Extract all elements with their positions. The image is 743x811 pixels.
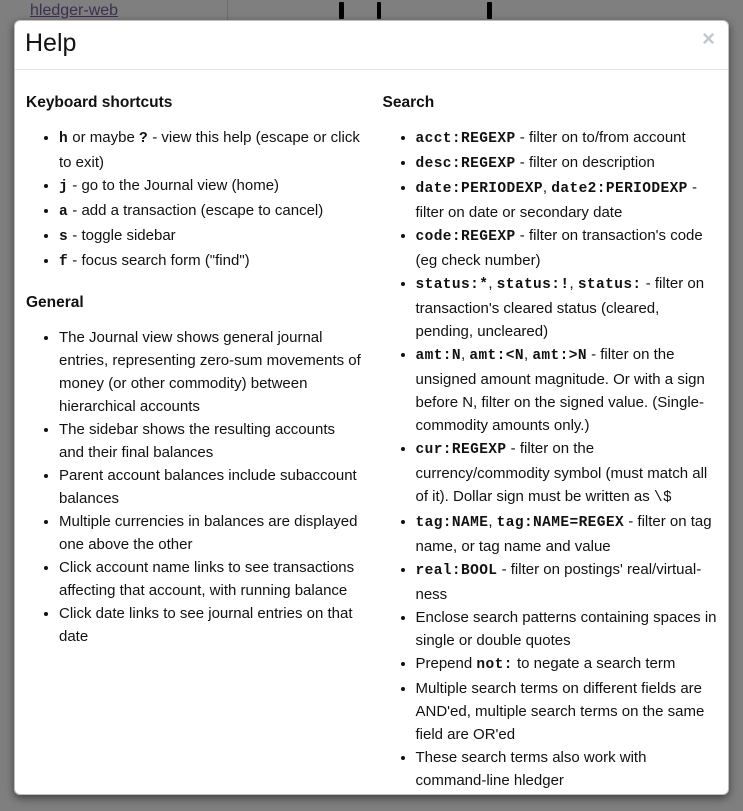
text-segment: Click account name links to see transactions affecting that account, with running balance	[59, 559, 355, 599]
help-list-item	[416, 126, 719, 151]
text-segment: - view this help (escape or click to exit)	[59, 129, 360, 171]
code-term: ?	[138, 131, 149, 147]
modal-header	[15, 21, 728, 70]
help-list-item	[416, 151, 719, 176]
code-term: f	[59, 254, 69, 270]
code-term: amt:<N	[469, 348, 524, 364]
text-segment: - go to the Journal view (home)	[68, 177, 280, 194]
code-term: a	[59, 204, 69, 220]
text-segment: Enclose search patterns containing spaces in single or double quotes	[415, 609, 717, 649]
text-segment: ,	[461, 346, 470, 363]
text-segment: - focus search form ("find")	[68, 252, 250, 269]
text-segment: These search terms also work with command-line hledger	[415, 749, 647, 789]
help-list-item	[59, 199, 362, 224]
help-list-item	[416, 272, 719, 343]
help-list-item	[416, 343, 719, 437]
text-segment: - filter on tag name, or tag name and value	[415, 513, 712, 555]
text-segment: - filter on the unsigned amount magnitude. Or with a sign before N, filter on the signed value. (Single-commodity amounts only.)	[415, 346, 705, 434]
code-term: date:PERIODEXP	[415, 181, 543, 197]
code-term: code:REGEXP	[415, 229, 516, 245]
modal-column	[15, 74, 372, 656]
text-segment: Prepend	[415, 655, 477, 672]
modal-title: Help	[25, 29, 77, 57]
help-list-item	[59, 464, 362, 510]
help-list-item	[59, 418, 362, 464]
text-segment: - filter on description	[515, 154, 655, 171]
text-segment: ,	[488, 275, 497, 292]
code-term: \$	[653, 490, 673, 506]
help-list	[383, 126, 719, 792]
text-segment: - toggle sidebar	[68, 227, 176, 244]
help-modal	[14, 20, 729, 795]
text-segment: - filter on postings' real/virtual-ness	[415, 561, 702, 603]
section-heading: Keyboard shortcuts	[26, 94, 173, 111]
text-segment: The sidebar shows the resulting accounts and their final balances	[59, 421, 335, 461]
text-segment: ,	[523, 346, 533, 363]
text-segment: Click date links to see journal entries on that date	[59, 605, 353, 645]
text-segment: - filter on transaction's code (eg check number)	[415, 227, 703, 269]
help-list-item	[59, 556, 362, 602]
text-segment: ,	[488, 513, 497, 530]
code-term: status:*	[415, 277, 489, 293]
text-segment: The Journal view shows general journal entries, representing zero-sum movements of money (or other commodity) between hierarchical accounts	[59, 329, 361, 415]
text-segment: to negate a search term	[512, 655, 676, 672]
text-segment: - filter on transaction's cleared status (cleared, pending, uncleared)	[415, 275, 705, 340]
code-term: desc:REGEXP	[415, 156, 516, 172]
help-list-item	[416, 652, 719, 677]
code-term: h	[59, 131, 69, 147]
help-list-item	[416, 677, 719, 746]
help-list-item	[59, 174, 362, 199]
modal-body	[15, 70, 728, 795]
help-list-item	[59, 510, 362, 556]
code-term: amt:N	[415, 348, 462, 364]
modal-column	[372, 74, 729, 795]
section-heading: General	[26, 294, 84, 311]
code-term: tag:NAME	[415, 515, 489, 531]
help-list-item	[416, 606, 719, 652]
code-term: real:BOOL	[415, 563, 498, 579]
help-list-item	[59, 249, 362, 274]
help-list-item	[59, 126, 362, 174]
code-term: amt:>N	[532, 348, 587, 364]
code-term: j	[59, 179, 69, 195]
text-segment: ,	[569, 275, 578, 292]
help-list	[26, 326, 362, 648]
help-list-item	[416, 437, 719, 510]
text-segment: - filter on date or secondary date	[415, 179, 697, 221]
text-segment: - filter on to/from account	[515, 129, 686, 146]
code-term: tag:NAME=REGEX	[496, 515, 625, 531]
help-list-item	[416, 510, 719, 558]
help-list-item	[59, 326, 362, 418]
text-segment: - filter on the currency/commodity symbol (must match all of it). Dollar sign must be written as	[415, 440, 708, 505]
text-segment: or maybe	[68, 129, 139, 146]
code-term: date2:PERIODEXP	[551, 181, 688, 197]
text-segment: - add a transaction (escape to cancel)	[68, 202, 324, 219]
text-segment: Multiple search terms on different fields are AND'ed, multiple search terms on the same field are OR'ed	[415, 680, 705, 743]
text-segment: ,	[542, 179, 552, 196]
close-icon[interactable]: ×	[702, 26, 715, 51]
help-list-item	[416, 746, 719, 792]
help-list	[26, 126, 362, 274]
help-list-item	[416, 558, 719, 606]
code-term: cur:REGEXP	[415, 442, 507, 458]
text-segment: Multiple currencies in balances are displayed one above the other	[59, 513, 358, 553]
help-list-item	[59, 602, 362, 648]
code-term: acct:REGEXP	[415, 131, 516, 147]
help-list-item	[416, 176, 719, 224]
help-list-item	[416, 224, 719, 272]
code-term: status:	[577, 277, 642, 293]
text-segment: Parent account balances include subaccount balances	[59, 467, 357, 507]
code-term: status:!	[496, 277, 570, 293]
code-term: s	[59, 229, 69, 245]
section-heading: Search	[382, 94, 435, 111]
help-list-item	[59, 224, 362, 249]
code-term: not:	[476, 657, 513, 673]
